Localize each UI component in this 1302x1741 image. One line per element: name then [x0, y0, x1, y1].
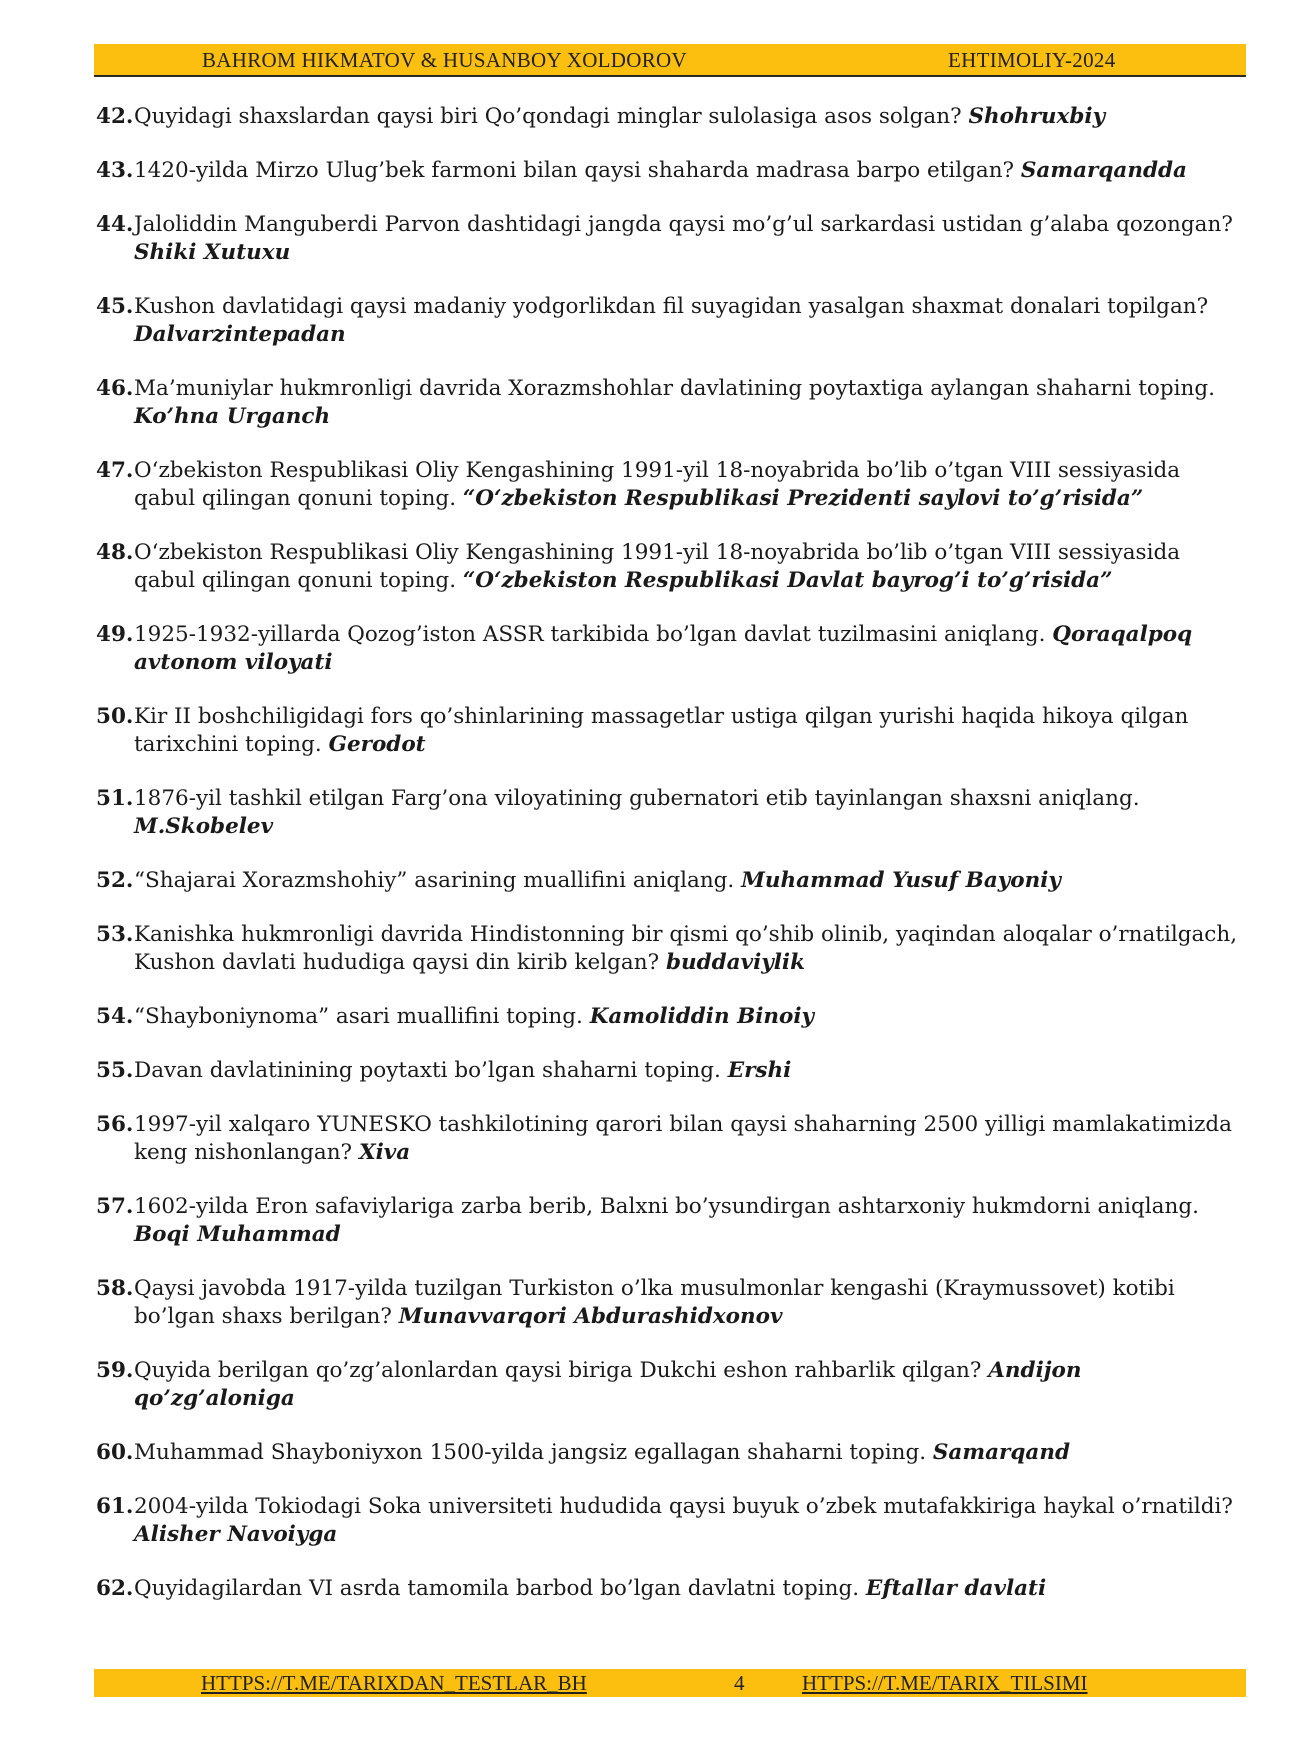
question-item [96, 211, 1246, 267]
question-answer: Shiki Xutuxu [134, 240, 291, 265]
page-footer [94, 1669, 1246, 1697]
question-answer: Munavvarqori Abdurashidxonov [398, 1304, 783, 1329]
question-number: 48. [96, 540, 134, 565]
question-answer: Andijon qo’zg’aloniga [134, 1358, 1082, 1411]
question-item [96, 157, 1246, 185]
question-item [96, 1193, 1246, 1249]
question-text: Kir II boshchiligidagi fors qo’shinlarining massagetlar ustiga qilgan yurishi haqida hikoya qilgan tarixchini toping. [134, 704, 1189, 757]
question-item [96, 293, 1246, 349]
question-number: 49. [96, 622, 134, 647]
question-number: 56. [96, 1112, 134, 1137]
question-item [96, 103, 1246, 131]
question-item [96, 1439, 1246, 1467]
question-text: 1420-yilda Mirzo Ulug’bek farmoni bilan qaysi shaharda madrasa barpo etilgan? [134, 158, 1015, 183]
question-answer: Muhammad Yusuf Bayoniy [741, 868, 1061, 893]
question-item [96, 1275, 1246, 1331]
question-number: 59. [96, 1358, 134, 1383]
question-answer: Shohruxbiy [968, 104, 1106, 129]
question-number: 60. [96, 1440, 134, 1465]
question-text: 2004-yilda Tokiodagi Soka universiteti hududida qaysi buyuk o’zbek mutafakkiriga haykal o’rnatildi? [134, 1494, 1233, 1519]
question-item [96, 539, 1246, 595]
header-authors: BAHROM HIKMATOV & HUSANBOY XOLDOROV [202, 48, 687, 72]
question-answer: M.Skobelev [134, 814, 274, 839]
question-number: 57. [96, 1194, 134, 1219]
question-text: Davan davlatinining poytaxti bo’lgan shaharni toping. [134, 1058, 721, 1083]
question-text: “Shayboniynoma” asari muallifini toping. [134, 1004, 583, 1029]
question-text: 1602-yilda Eron safaviylariga zarba berib, Balxni bo’ysundirgan ashtarxoniy hukmdorni aniqlang. [134, 1194, 1199, 1219]
question-answer: Samarqandda [1020, 158, 1187, 183]
question-answer: Dalvarzintepadan [134, 322, 346, 347]
footer-link-left[interactable]: HTTPS://T.ME/TARIXDAN_TESTLAR_BH [201, 1671, 587, 1695]
page-header [94, 44, 1246, 77]
question-text: “Shajarai Xorazmshohiy” asarining muallifini aniqlang. [134, 868, 735, 893]
question-number: 42. [96, 104, 134, 129]
question-item [96, 1111, 1246, 1167]
question-text: Quyidagilardan VI asrda tamomila barbod bo’lgan davlatni toping. [134, 1576, 860, 1601]
question-answer: Ershi [727, 1058, 792, 1083]
question-number: 44. [96, 212, 134, 237]
question-answer: “O‘zbekiston Respublikasi Davlat bayrog’i to’g’risida” [462, 568, 1113, 593]
question-item [96, 1003, 1246, 1031]
question-item [96, 621, 1246, 677]
question-answer: Boqi Muhammad [134, 1222, 341, 1247]
question-text: Quyidagi shaxslardan qaysi biri Qo’qondagi minglar sulolasiga asos solgan? [134, 104, 962, 129]
question-number: 51. [96, 786, 134, 811]
footer-link-right[interactable]: HTTPS://T.ME/TARIX_TILSIMI [802, 1671, 1088, 1695]
question-text: Kushon davlatidagi qaysi madaniy yodgorlikdan fil suyagidan yasalgan shaxmat donalari topilgan? [134, 294, 1209, 319]
question-answer: Qoraqalpoq avtonom viloyati [134, 622, 1193, 675]
question-item [96, 1057, 1246, 1085]
question-item [96, 1575, 1246, 1603]
question-number: 46. [96, 376, 134, 401]
question-number: 61. [96, 1494, 134, 1519]
question-text: Quyida berilgan qo’zg’alonlardan qaysi biriga Dukchi eshon rahbarlik qilgan? [134, 1358, 982, 1383]
question-answer: Kamoliddin Binoiy [589, 1004, 815, 1029]
question-number: 58. [96, 1276, 134, 1301]
question-number: 55. [96, 1058, 134, 1083]
question-number: 62. [96, 1576, 134, 1601]
question-number: 53. [96, 922, 134, 947]
question-text: Ma’muniylar hukmronligi davrida Xorazmshohlar davlatining poytaxtiga aylangan shaharni toping. [134, 376, 1215, 401]
question-text: Muhammad Shayboniyxon 1500-yilda jangsiz egallagan shaharni toping. [134, 1440, 927, 1465]
question-answer: Gerodot [328, 732, 426, 757]
question-text: 1925-1932-yillarda Qozog’iston ASSR tarkibida bo’lgan davlat tuzilmasini aniqlang. [134, 622, 1046, 647]
question-text: Qaysi javobda 1917-yilda tuzilgan Turkiston o’lka musulmonlar kengashi (Kraymussovet) kotibi bo’lgan shaxs berilgan? [134, 1276, 1175, 1329]
question-answer: Xiva [358, 1140, 411, 1165]
question-answer: buddaviylik [665, 950, 805, 975]
question-text: Jaloliddin Manguberdi Parvon dashtidagi jangda qaysi mo’g’ul sarkardasi ustidan g’alaba qozongan? [134, 212, 1233, 237]
question-answer: Eftallar davlati [865, 1576, 1047, 1601]
question-item [96, 375, 1246, 431]
question-number: 50. [96, 704, 134, 729]
question-text: 1876-yil tashkil etilgan Farg’ona viloyatining gubernatori etib tayinlangan shaxsni aniqlang. [134, 786, 1140, 811]
question-text: Kanishka hukmronligi davrida Hindistonning bir qismi qo’shib olinib, yaqindan aloqalar o’rnatilgach, Kushon davlati hududiga qaysi din kirib kelgan? [134, 922, 1238, 975]
question-number: 54. [96, 1004, 134, 1029]
question-item [96, 785, 1246, 841]
question-number: 52. [96, 868, 134, 893]
question-answer: Samarqand [932, 1440, 1070, 1465]
question-item [96, 921, 1246, 977]
question-item [96, 1357, 1246, 1413]
question-text: O‘zbekiston Respublikasi Oliy Kengashining 1991-yil 18-noyabrida bo’lib o’tgan VIII sessiyasida qabul qilingan qonuni toping. [134, 540, 1181, 593]
page-number: 4 [734, 1671, 745, 1695]
question-item [96, 867, 1246, 895]
question-text: O‘zbekiston Respublikasi Oliy Kengashining 1991-yil 18-noyabrida bo’lib o’tgan VIII sessiyasida qabul qilingan qonuni toping. [134, 458, 1181, 511]
question-answer: Alisher Navoiyga [134, 1522, 338, 1547]
question-text: 1997-yil xalqaro YUNESKO tashkilotining qarori bilan qaysi shaharning 2500 yilligi mamlakatimizda keng nishonlangan? [134, 1112, 1232, 1165]
question-item [96, 457, 1246, 513]
question-list [96, 103, 1246, 1629]
question-item [96, 703, 1246, 759]
question-answer: “O‘zbekiston Respublikasi Prezidenti saylovi to’g’risida” [462, 486, 1144, 511]
question-answer: Ko’hna Urganch [134, 404, 331, 429]
question-item [96, 1493, 1246, 1549]
question-number: 45. [96, 294, 134, 319]
question-number: 43. [96, 158, 134, 183]
header-edition: EHTIMOLIY-2024 [948, 48, 1116, 72]
question-number: 47. [96, 458, 134, 483]
